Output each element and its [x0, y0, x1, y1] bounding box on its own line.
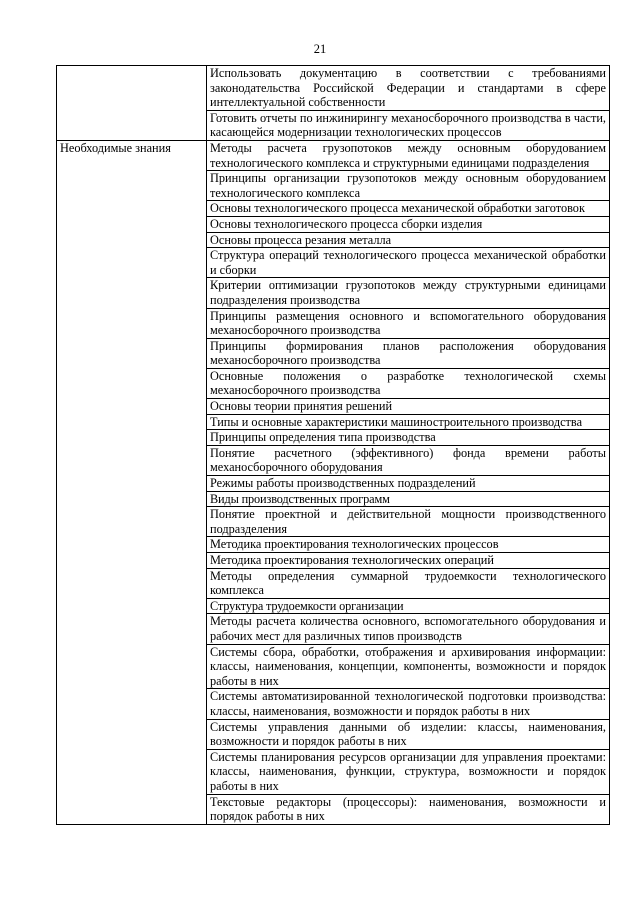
requirement-item: Готовить отчеты по инжинирингу механосборочного производства в части, касающейся модернизации технологических процессов [207, 110, 610, 140]
requirement-item: Системы сбора, обработки, отображения и архивирования информации: классы, наименования, концепции, компоненты, возможности и порядок работы в них [207, 644, 610, 689]
requirement-item: Понятие проектной и действительной мощности производственного подразделения [207, 507, 610, 537]
requirement-item: Основные положения о разработке технологической схемы механосборочного производства [207, 368, 610, 398]
requirement-item: Основы теории принятия решений [207, 399, 610, 415]
requirement-item: Принципы организации грузопотоков между основным оборудованием технологического комплекса [207, 171, 610, 201]
requirement-item: Текстовые редакторы (процессоры): наименования, возможности и порядок работы в них [207, 794, 610, 824]
requirement-item: Методы определения суммарной трудоемкости технологического комплекса [207, 568, 610, 598]
requirement-item: Основы технологического процесса механической обработки заготовок [207, 201, 610, 217]
requirement-item: Системы управления данными об изделии: классы, наименования, возможности и порядок работы в них [207, 719, 610, 749]
requirement-item: Режимы работы производственных подразделений [207, 476, 610, 492]
requirement-item: Системы планирования ресурсов организации для управления проектами: классы, наименования, функции, структура, возможности и порядок работы в них [207, 749, 610, 794]
requirement-item: Критерии оптимизации грузопотоков между структурными единицами подразделения производства [207, 278, 610, 308]
requirement-item: Понятие расчетного (эффективного) фонда времени работы механосборочного оборудования [207, 445, 610, 475]
requirement-item: Методы расчета количества основного, вспомогательного оборудования и рабочих мест для различных типов производств [207, 614, 610, 644]
requirement-item: Структура трудоемкости организации [207, 598, 610, 614]
requirement-item: Виды производственных программ [207, 491, 610, 507]
table-row [57, 66, 610, 111]
requirement-item: Методика проектирования технологических операций [207, 553, 610, 569]
table-row [57, 140, 610, 170]
requirement-item: Основы процесса резания металла [207, 232, 610, 248]
requirement-item: Принципы определения типа производства [207, 430, 610, 446]
requirements-table [56, 65, 610, 825]
requirement-item: Методы расчета грузопотоков между основным оборудованием технологического комплекса и структурными единицами подразделения [207, 140, 610, 170]
row-group-label [57, 66, 207, 141]
row-group-label: Необходимые знания [57, 140, 207, 824]
requirement-item: Типы и основные характеристики машиностроительного производства [207, 414, 610, 430]
page-number: 21 [313, 42, 327, 56]
requirement-item: Основы технологического процесса сборки изделия [207, 216, 610, 232]
requirement-item: Системы автоматизированной технологической подготовки производства: классы, наименования, возможности и порядок работы в них [207, 689, 610, 719]
requirement-item: Структура операций технологического процесса механической обработки и сборки [207, 248, 610, 278]
requirement-item: Принципы формирования планов расположения оборудования механосборочного производства [207, 338, 610, 368]
requirement-item: Использовать документацию в соответствии с требованиями законодательства Российской Федерации и стандартами в сфере интеллектуальной собственности [207, 66, 610, 111]
requirement-item: Методика проектирования технологических процессов [207, 537, 610, 553]
requirement-item: Принципы размещения основного и вспомогательного оборудования механосборочного производства [207, 308, 610, 338]
requirements-table-body [57, 66, 610, 825]
